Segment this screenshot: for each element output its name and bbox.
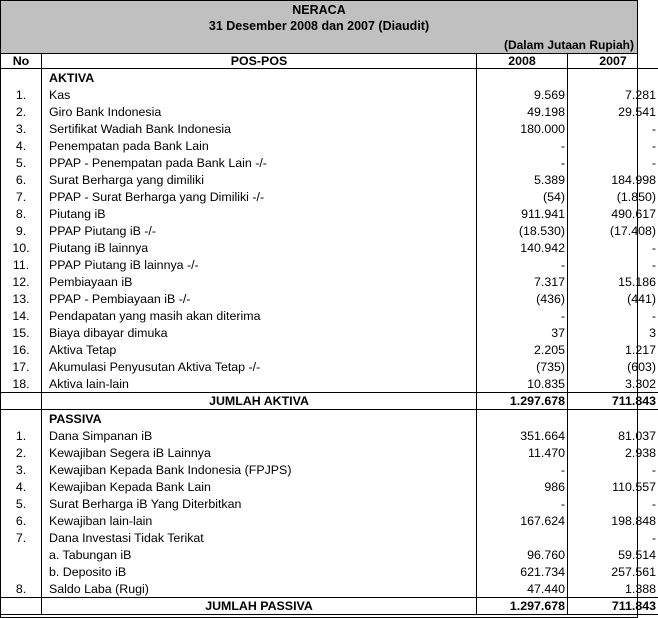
table-row: [1, 137, 658, 154]
value-2007: 3.302: [624, 376, 656, 391]
row-no: [1, 410, 42, 428]
table-row: [1, 273, 658, 290]
table-row: [1, 307, 658, 324]
value-2008: 10.835: [477, 375, 568, 393]
value-2008: -: [477, 461, 568, 478]
row-no: 5.: [1, 495, 42, 512]
row-label: Pembiayaan iB: [42, 273, 477, 290]
row-label: Kewajiban lain-lain: [42, 512, 477, 529]
row-no: 15.: [1, 324, 42, 341]
value-2008: 140.942: [477, 239, 568, 256]
passiva-section-header: [1, 410, 658, 428]
value-2007: -: [651, 138, 656, 153]
passiva-heading: PASSIVA: [42, 410, 477, 428]
row-no: 3.: [1, 120, 42, 137]
row-no: 12.: [1, 273, 42, 290]
value-2007: -: [651, 240, 656, 255]
value-2007: [568, 69, 658, 87]
row-label: PPAP - Surat Berharga yang Dimiliki -/-: [42, 188, 477, 205]
col-pos-header: POS-POS: [42, 54, 477, 69]
row-label: a. Tabungan iB: [42, 546, 477, 563]
value-2007: 81.037: [618, 428, 656, 443]
value-2007: 1.388: [624, 581, 656, 596]
row-no: [1, 563, 42, 580]
table-row: [1, 239, 658, 256]
report-subtitle: 31 Desember 2008 dan 2007 (Diaudit): [208, 19, 430, 33]
column-header-row: [1, 54, 658, 69]
table-row: [1, 205, 658, 222]
report-header: [1, 1, 637, 54]
value-2007: [568, 410, 658, 428]
table-row: [1, 546, 658, 563]
passiva-total-row: [1, 598, 658, 615]
value-2007: (17.408): [609, 223, 656, 238]
value-2008: 7.317: [477, 273, 568, 290]
row-label: Aktiva lain-lain: [42, 375, 477, 393]
row-no: [1, 69, 42, 87]
value-2007: -: [651, 155, 656, 170]
row-label: Piutang iB lainnya: [42, 239, 477, 256]
row-no: 3.: [1, 461, 42, 478]
value-2008: (18.530): [477, 222, 568, 239]
table-row: [1, 120, 658, 137]
row-no: 1.: [1, 427, 42, 444]
table-row: [1, 580, 658, 598]
value-2008: 96.760: [477, 546, 568, 563]
row-no: 7.: [1, 529, 42, 546]
value-2008: 49.198: [477, 103, 568, 120]
row-no: 16.: [1, 341, 42, 358]
value-2008: 911.941: [477, 205, 568, 222]
value-2007: 490.617: [611, 206, 656, 221]
value-2007: 2.938: [624, 445, 656, 460]
row-label: Giro Bank Indonesia: [42, 103, 477, 120]
row-no: 1.: [1, 86, 42, 103]
value-2008: [477, 69, 568, 87]
row-label: PPAP - Penempatan pada Bank Lain -/-: [42, 154, 477, 171]
value-2008: -: [477, 137, 568, 154]
value-2008: 621.734: [477, 563, 568, 580]
value-2008: (735): [477, 358, 568, 375]
row-label: Penempatan pada Bank Lain: [42, 137, 477, 154]
value-2007: 1.217: [624, 342, 656, 357]
table-row: [1, 324, 658, 341]
value-2007: 110.557: [612, 479, 656, 494]
row-label: Biaya dibayar dimuka: [42, 324, 477, 341]
col-2007-header: 2007: [568, 54, 658, 69]
value-2007: 15.186: [618, 274, 656, 289]
row-label: PPAP - Pembiayaan iB -/-: [42, 290, 477, 307]
table-row: [1, 512, 658, 529]
value-2008: 5.389: [477, 171, 568, 188]
row-label: Kewajiban Segera iB Lainnya: [42, 444, 477, 461]
table-row: [1, 461, 658, 478]
total-2007: 711.843: [568, 393, 658, 410]
value-2008: 167.624: [477, 512, 568, 529]
row-no: 2.: [1, 103, 42, 120]
col-no-header: No: [1, 54, 42, 69]
balance-table: [1, 54, 658, 615]
row-no: 4.: [1, 137, 42, 154]
value-2008: [477, 410, 568, 428]
value-2007: (1.850): [616, 189, 656, 204]
aktiva-heading: AKTIVA: [42, 69, 477, 87]
table-row: [1, 375, 658, 393]
row-label: Kewajiban Kepada Bank Indonesia (FPJPS): [42, 461, 477, 478]
aktiva-total-row: [1, 393, 658, 410]
value-2008: 2.205: [477, 341, 568, 358]
value-2007: (441): [627, 291, 656, 306]
table-row: [1, 86, 658, 103]
row-no: [1, 393, 42, 410]
total-2007: 711.843: [568, 598, 658, 615]
row-label: Kewajiban Kepada Bank Lain: [42, 478, 477, 495]
value-2007: -: [651, 308, 656, 323]
value-2007: 257.561: [611, 564, 656, 579]
row-label: Pendapatan yang masih akan diterima: [42, 307, 477, 324]
value-2007: -: [651, 462, 656, 477]
row-label: Kas: [42, 86, 477, 103]
value-2008: 47.440: [477, 580, 568, 598]
value-2008: -: [477, 307, 568, 324]
table-row: [1, 154, 658, 171]
row-label: Aktiva Tetap: [42, 341, 477, 358]
aktiva-total-label: JUMLAH AKTIVA: [42, 393, 477, 410]
table-row: [1, 290, 658, 307]
table-row: [1, 358, 658, 375]
table-row: [1, 222, 658, 239]
row-label: b. Deposito iB: [42, 563, 477, 580]
row-no: 14.: [1, 307, 42, 324]
row-no: 2.: [1, 444, 42, 461]
value-2007: 29.541: [618, 104, 656, 119]
value-2007: 184.998: [611, 172, 656, 187]
row-no: 18.: [1, 375, 42, 393]
value-2008: (54): [477, 188, 568, 205]
row-label: Surat Berharga yang dimiliki: [42, 171, 477, 188]
table-row: [1, 341, 658, 358]
value-2008: (436): [477, 290, 568, 307]
row-no: 9.: [1, 222, 42, 239]
row-no: 5.: [1, 154, 42, 171]
value-2007: -: [651, 530, 656, 545]
row-label: PPAP Piutang iB -/-: [42, 222, 477, 239]
row-no: [1, 546, 42, 563]
row-no: 6.: [1, 512, 42, 529]
row-no: 4.: [1, 478, 42, 495]
row-no: 8.: [1, 580, 42, 598]
row-no: 6.: [1, 171, 42, 188]
row-label: Dana Simpanan iB: [42, 427, 477, 444]
passiva-total-label: JUMLAH PASSIVA: [42, 598, 477, 615]
balance-body: [1, 69, 658, 615]
row-no: 17.: [1, 358, 42, 375]
table-row: [1, 563, 658, 580]
value-2008: 351.664: [477, 427, 568, 444]
value-2007: 3: [649, 325, 656, 340]
table-row: [1, 478, 658, 495]
row-label: Surat Berharga iB Yang Diterbitkan: [42, 495, 477, 512]
table-row: [1, 103, 658, 120]
row-label: Piutang iB: [42, 205, 477, 222]
value-2007: -: [651, 496, 656, 511]
value-2007: -: [651, 121, 656, 136]
value-2008: 11.470: [477, 444, 568, 461]
value-2007: 198.848: [611, 513, 656, 528]
table-row: [1, 427, 658, 444]
value-2007: 59.514: [618, 547, 656, 562]
value-2008: 9.569: [477, 86, 568, 103]
value-2008: -: [477, 495, 568, 512]
value-2008: 986: [477, 478, 568, 495]
row-label: Akumulasi Penyusutan Aktiva Tetap -/-: [42, 358, 477, 375]
value-2008: -: [477, 154, 568, 171]
row-label: Saldo Laba (Rugi): [42, 580, 477, 598]
col-2008-header: 2008: [477, 54, 568, 69]
total-2008: 1.297.678: [477, 393, 568, 410]
row-label: PPAP Piutang iB lainnya -/-: [42, 256, 477, 273]
row-no: 13.: [1, 290, 42, 307]
report-title: NERACA: [292, 3, 346, 17]
value-2007: 7.281: [624, 87, 656, 102]
table-row: [1, 444, 658, 461]
unit-note: (Dalam Jutaan Rupiah): [503, 38, 634, 52]
table-row: [1, 495, 658, 512]
value-2007: -: [651, 257, 656, 272]
table-row: [1, 188, 658, 205]
row-no: 11.: [1, 256, 42, 273]
value-2007: (603): [627, 359, 656, 374]
value-2008: 37: [477, 324, 568, 341]
aktiva-section-header: [1, 69, 658, 87]
row-label: Sertifikat Wadiah Bank Indonesia: [42, 120, 477, 137]
row-no: 10.: [1, 239, 42, 256]
value-2008: -: [477, 256, 568, 273]
table-row: [1, 529, 658, 546]
table-row: [1, 256, 658, 273]
row-no: 8.: [1, 205, 42, 222]
value-2008: [477, 529, 568, 546]
total-2008: 1.297.678: [477, 598, 568, 615]
row-no: [1, 598, 42, 615]
row-label: Dana Investasi Tidak Terikat: [42, 529, 477, 546]
row-no: 7.: [1, 188, 42, 205]
table-row: [1, 171, 658, 188]
value-2008: 180.000: [477, 120, 568, 137]
